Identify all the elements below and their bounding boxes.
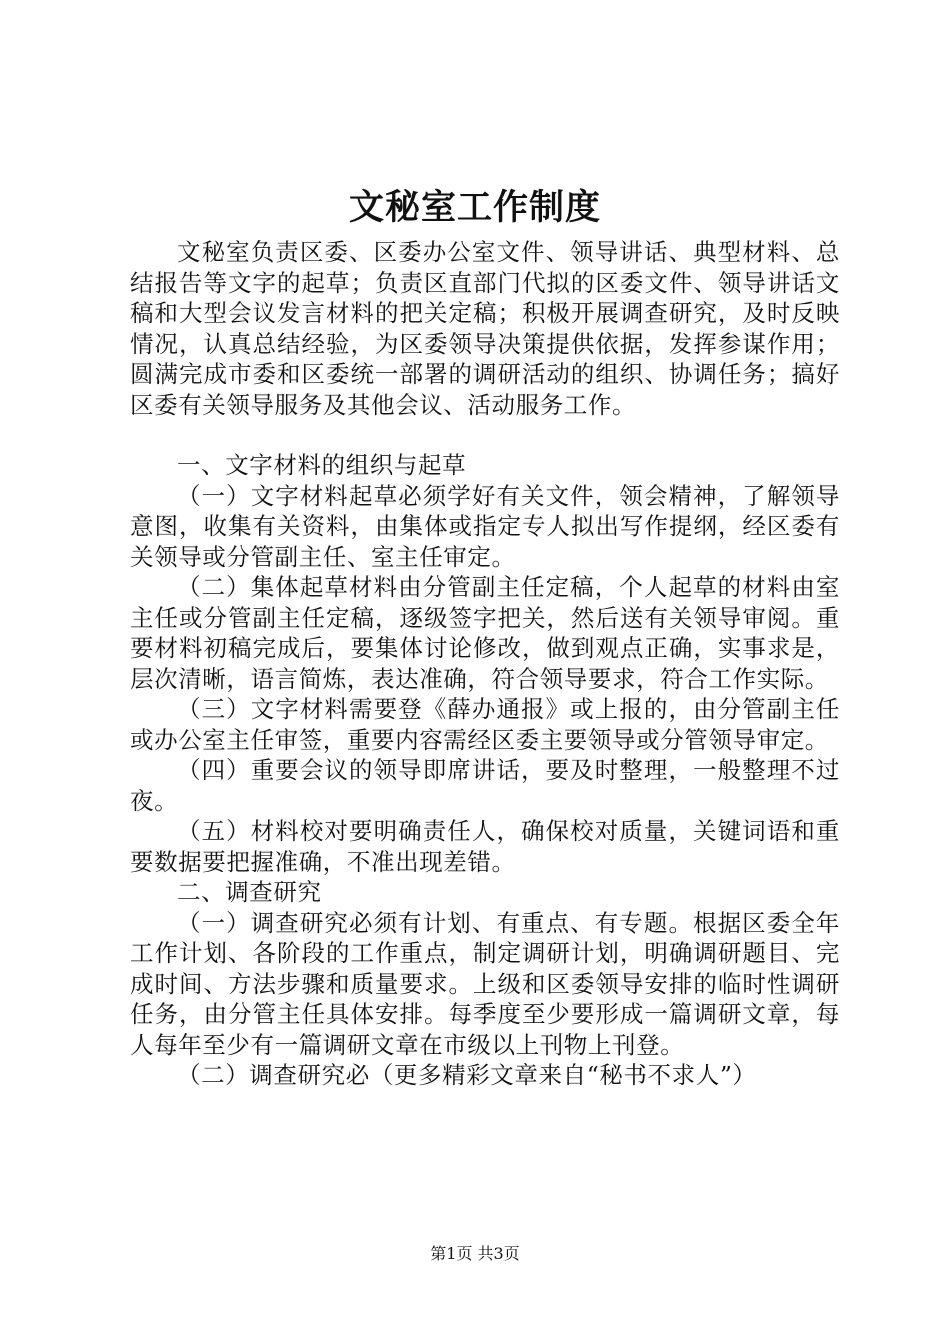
document-title: 文秘室工作制度: [348, 187, 601, 228]
paragraph-2-1: （一）调查研究必须有计划、有重点、有专题。根据区委全年工作计划、各阶段的工作重点，制定调研计划，明确调研题目、完成时间、方法步骤和质量要求。上级和区委领导安排的临时性调研任务，由分管主任具体安排。每季度至少要形成一篇调研文章，每人每年至少有一篇调研文章在市级以上刊物上刊登。: [130, 908, 840, 1059]
paragraph-2-2: （二）调查研究必（更多精彩文章来自“秘书不求人”）: [177, 1061, 757, 1089]
section-heading-2: 二、调查研究: [177, 878, 322, 906]
section-heading-1: 一、文字材料的组织与起草: [177, 451, 467, 479]
paragraph-1-5: （五）材料校对要明确责任人，确保校对质量，关键词语和重要数据要把握准确，不准出现差错。: [130, 817, 840, 876]
page-footer: 第1页 共3页: [430, 1244, 520, 1263]
paragraph-1-3: （三）文字材料需要登《薛办通报》或上报的，由分管副主任或办公室主任审签，重要内容需经区委主要领导或分管领导审定。: [130, 695, 840, 754]
document-body: [130, 237, 840, 1091]
paragraph-1-2: （二）集体起草材料由分管副主任定稿，个人起草的材料由室主任或分管副主任定稿，逐级签字把关，然后送有关领导审阅。重要材料初稿完成后，要集体讨论修改，做到观点正确，实事求是，层次清晰，语言简炼，表达准确，符合领导要求，符合工作实际。: [130, 573, 840, 693]
intro-paragraph: 文秘室负责区委、区委办公室文件、领导讲话、典型材料、总结报告等文字的起草；负责区直部门代拟的区委文件、领导讲话文稿和大型会议发言材料的把关定稿；积极开展调查研究，及时反映情况，认真总结经验，为区委领导决策提供依据，发挥参谋作用；圆满完成市委和区委统一部署的调研活动的组织、协调任务；搞好区委有关领导服务及其他会议、活动服务工作。: [130, 238, 840, 419]
paragraph-1-4: （四）重要会议的领导即席讲话，要及时整理，一般整理不过夜。: [130, 756, 840, 815]
paragraph-1-1: （一）文字材料起草必须学好有关文件，领会精神，了解领导意图，收集有关资料，由集体或指定专人拟出写作提纲，经区委有关领导或分管副主任、室主任审定。: [130, 481, 840, 571]
